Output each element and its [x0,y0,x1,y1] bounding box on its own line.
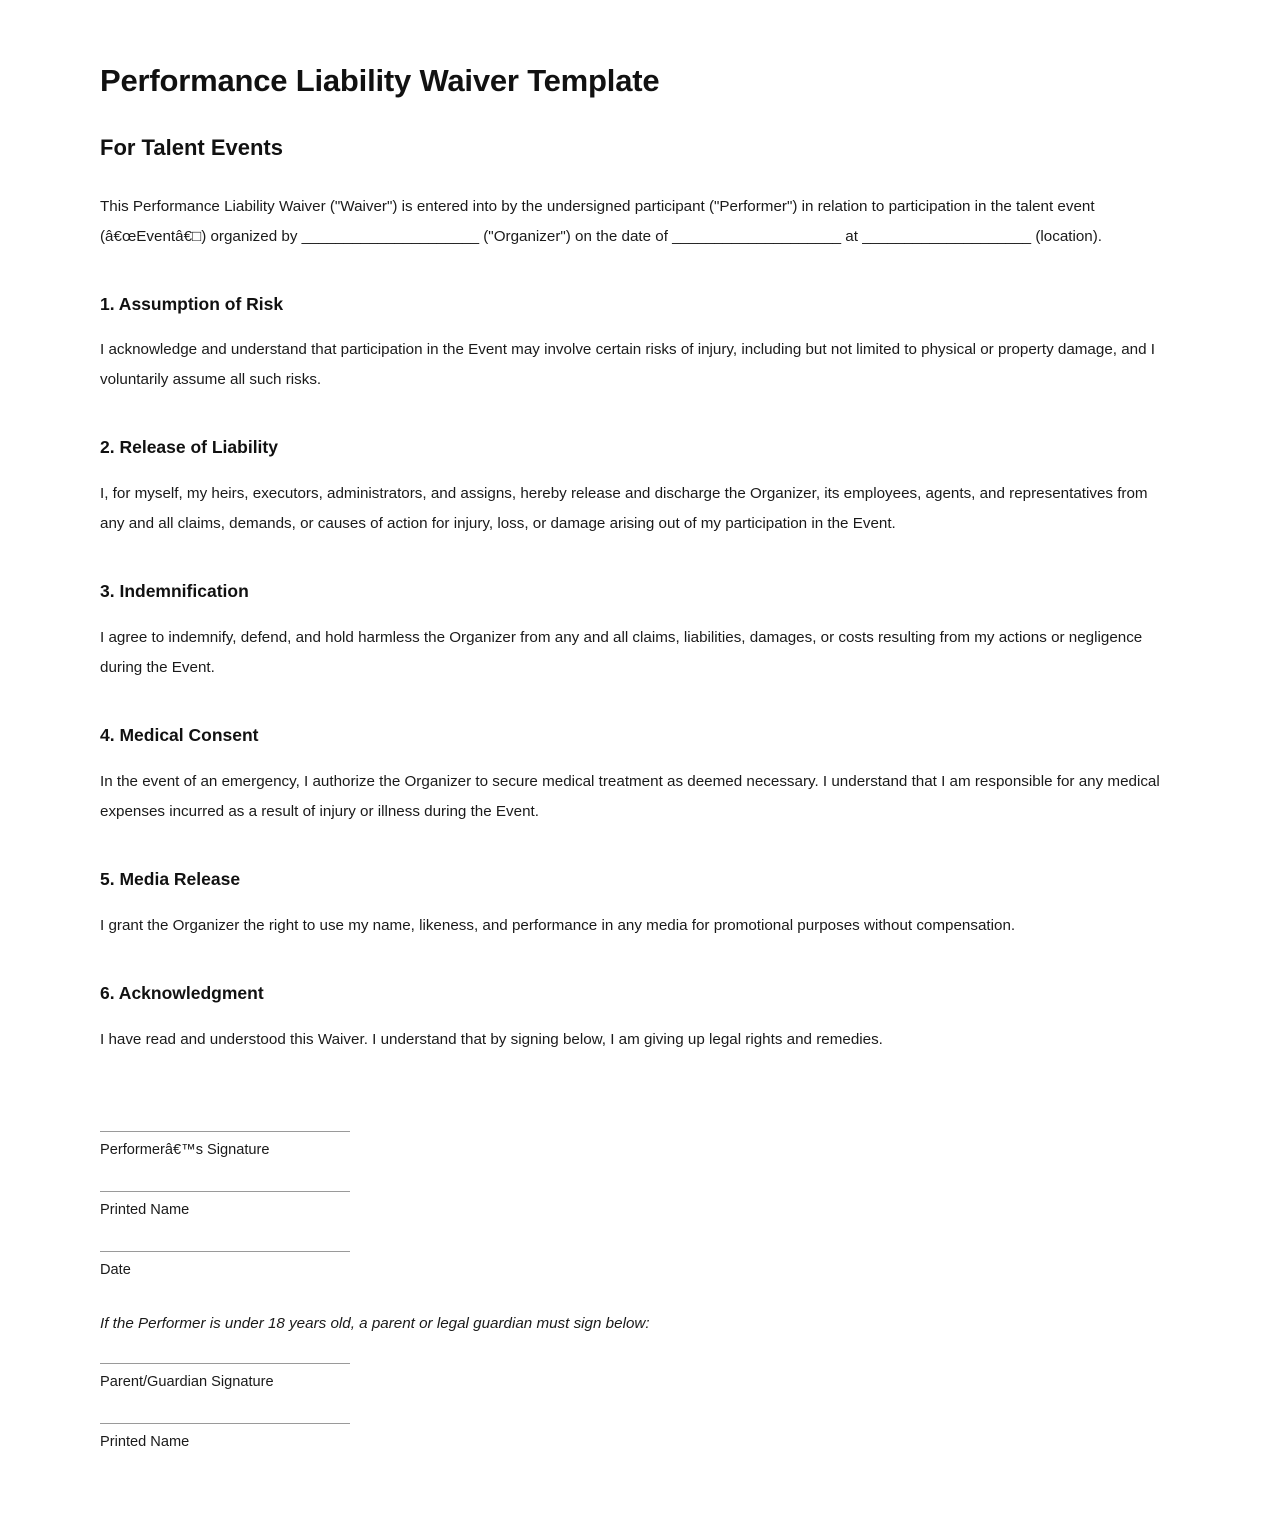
performer-printed-name-label: Printed Name [100,1201,190,1218]
section-media-release [100,869,1163,941]
performer-date-block [100,1251,350,1281]
performer-date-line[interactable] [100,1251,350,1252]
section-release-of-liability [100,437,1163,539]
guardian-printed-name-line[interactable] [100,1423,350,1424]
section-acknowledgment [100,983,1163,1055]
section-assumption-of-risk [100,294,1163,396]
section-body: I, for myself, my heirs, executors, administrators, and assigns, hereby release and discharge the Organizer, its employees, agents, and representatives from any and all claims, demands, or causes of action for injury, loss, or damage arising out of my participation in the Event. [100,485,1148,533]
guardian-signature-block [100,1363,350,1393]
section-heading: 3. Indemnification [100,581,249,602]
guardian-printed-name-block [100,1423,350,1453]
section-indemnification [100,581,1163,683]
section-body: In the event of an emergency, I authorize the Organizer to secure medical treatment as deemed necessary. I understand that I am responsible for any medical expenses incurred as a result of injury or illness during the Event. [100,773,1160,821]
performer-printed-name-line[interactable] [100,1191,350,1192]
section-body: I grant the Organizer the right to use my name, likeness, and performance in any media for promotional purposes without compensation. [100,916,1016,934]
signature-area [100,1131,1163,1453]
section-body: I agree to indemnify, defend, and hold harmless the Organizer from any and all claims, liabilities, damages, or costs resulting from my actions or negligence during the Event. [100,629,1143,677]
section-medical-consent [100,725,1163,827]
guardian-note: If the Performer is under 18 years old, a parent or legal guardian must sign below: [100,1314,650,1332]
section-heading: 4. Medical Consent [100,725,259,746]
performer-signature-block [100,1131,350,1161]
intro-paragraph: This Performance Liability Waiver ("Waiver") is entered into by the undersigned participant ("Performer") in relation to participation in the talent event (â€œEventâ€□) organized by _____________________ ("Organizer") on the date of ____________________ at ____________________ (location). [100,197,1103,245]
performer-signature-label: Performerâ€™s Signature [100,1141,270,1158]
page-subtitle: For Talent Events [100,135,283,161]
section-body: I have read and understood this Waiver. I understand that by signing below, I am giving up legal rights and remedies. [100,1030,883,1048]
guardian-printed-name-label: Printed Name [100,1433,190,1450]
page-title: Performance Liability Waiver Template [100,63,660,98]
section-heading: 6. Acknowledgment [100,982,264,1003]
performer-signature-line[interactable] [100,1131,350,1132]
section-body: I acknowledge and understand that participation in the Event may involve certain risks of injury, including but not limited to physical or property damage, and I voluntarily assume all such risks. [100,341,1155,389]
section-heading: 5. Media Release [100,869,241,890]
section-heading: 2. Release of Liability [100,437,278,458]
section-heading: 1. Assumption of Risk [100,293,284,314]
guardian-signature-label: Parent/Guardian Signature [100,1373,274,1390]
performer-date-label: Date [100,1261,131,1278]
guardian-signature-line[interactable] [100,1363,350,1364]
performer-printed-name-block [100,1191,350,1221]
